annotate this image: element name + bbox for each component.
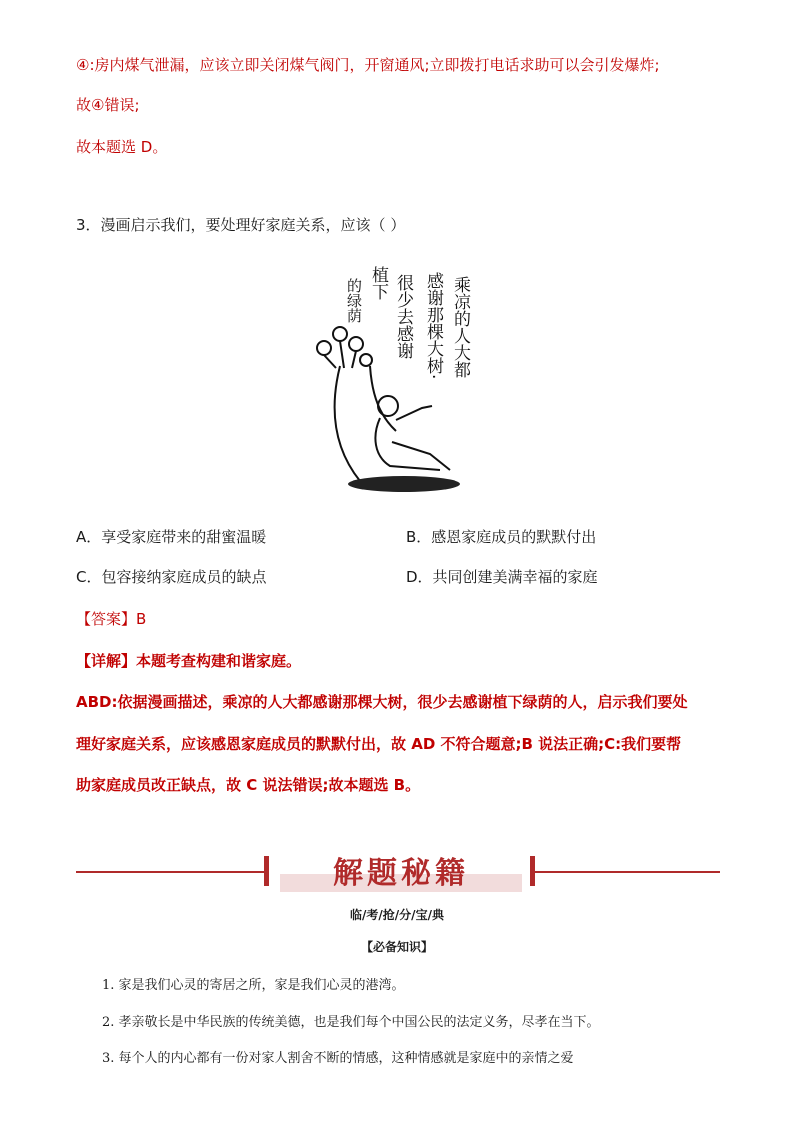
knowledge-item-2: 2. 孝亲敬长是中华民族的传统美德，也是我们每个中国公民的法定义务，尽孝在当下。 [102, 1015, 600, 1030]
question-text: 3．漫画启示我们，要处理好家庭关系，应该（ ） [76, 216, 406, 234]
prev-analysis-line-3: 故本题选 D。 [76, 138, 168, 156]
prev-analysis-line-1: ④:房内煤气泄漏，应该立即关闭煤气阀门，开窗通风;立即拨打电话求助可以会引发爆炸; [76, 56, 660, 74]
option-d: D．共同创建美满幸福的家庭 [406, 568, 598, 586]
cartoon-caption-col-2: 感谢那棵大树· [423, 272, 443, 380]
option-c: C．包容接纳家庭成员的缺点 [76, 568, 267, 586]
option-b: B．感恩家庭成员的默默付出 [406, 528, 597, 546]
detail-line-2: 理好家庭关系，应该感恩家庭成员的默默付出，故 AD 不符合题意;B 说法正确;C:我们要帮 [76, 735, 682, 753]
detail-line-1: ABD:依据漫画描述，乘凉的人大都感谢那棵大树，很少去感谢植下绿荫的人，启示我们要处 [76, 693, 688, 711]
section-heading: 【必备知识】 [360, 940, 433, 954]
cartoon-caption-col-5: 的绿荫 [345, 278, 363, 323]
person-drawing [375, 396, 450, 470]
prev-analysis-line-2: 故④错误; [76, 96, 140, 114]
banner-title: 解题秘籍 [333, 856, 469, 891]
ground-shadow [348, 476, 460, 492]
banner-tick-left [264, 856, 269, 886]
cartoon-caption-col-1: 乘凉的人大都 [450, 276, 470, 378]
option-a: A．享受家庭带来的甜蜜温暖 [76, 528, 267, 546]
cartoon-caption-col-3: 很少去感谢 [393, 274, 413, 359]
banner-subtitle: 临/考/抢/分/宝/典 [350, 908, 444, 922]
cartoon-image [300, 256, 480, 500]
detail-label: 【详解】本题考查构建和谐家庭。 [76, 652, 302, 670]
detail-line-3: 助家庭成员改正缺点，故 C 说法错误;故本题选 B。 [76, 776, 421, 794]
knowledge-item-1: 1. 家是我们心灵的寄居之所，家是我们心灵的港湾。 [102, 978, 405, 993]
banner-rule-left [76, 871, 266, 873]
answer: 【答案】B [76, 610, 147, 628]
banner-rule-right [534, 871, 720, 873]
tree-drawing [317, 327, 396, 481]
cartoon-caption-col-4: 植下 [368, 266, 388, 300]
knowledge-item-3: 3. 每个人的内心都有一份对家人割舍不断的情感，这种情感就是家庭中的亲情之爱 [102, 1051, 574, 1066]
